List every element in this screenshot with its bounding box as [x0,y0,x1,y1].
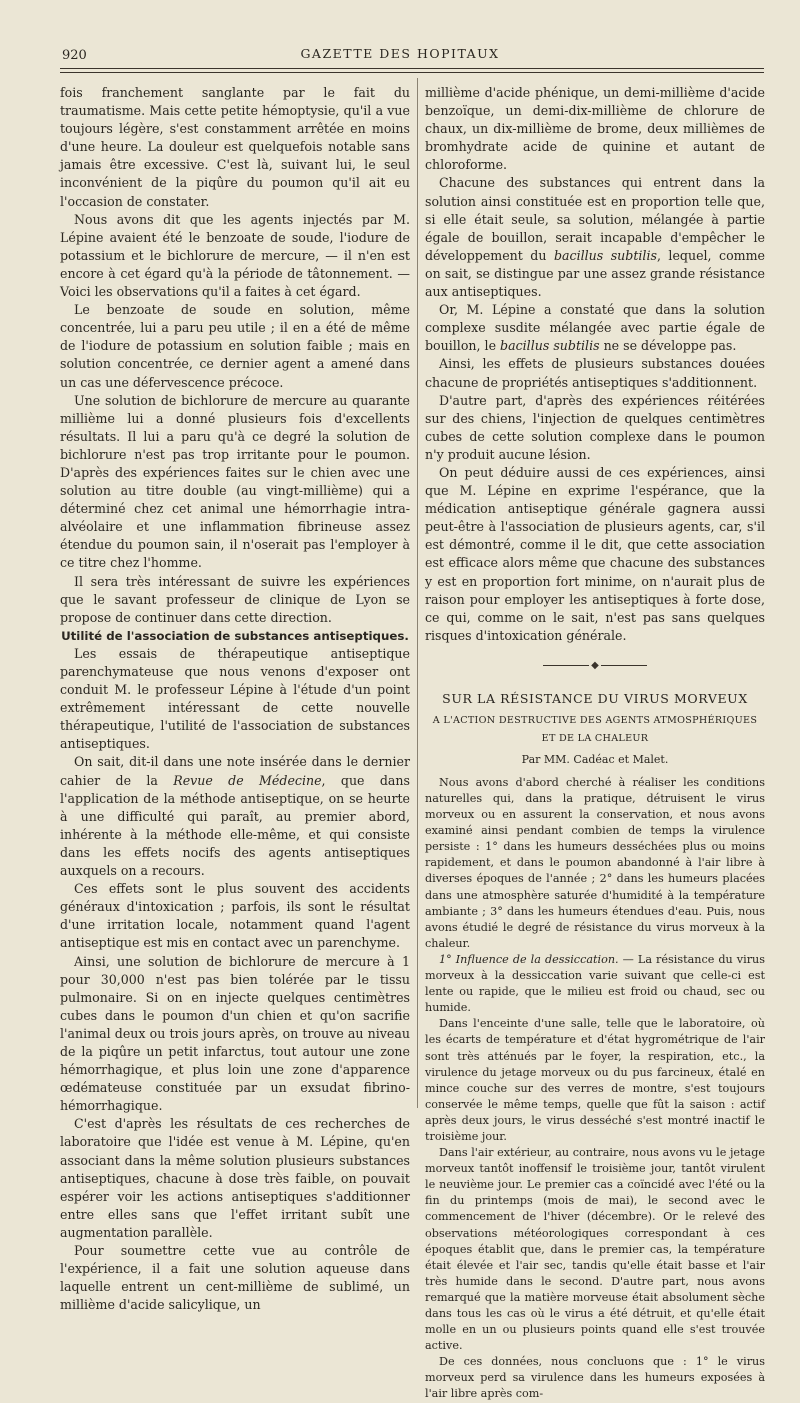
paragraph: Ainsi, une solution de bichlorure de mercure à 1 pour 30,000 n'est pas bien tolérée par le tissu pulmonaire. Si on en injecte quelques centimètres cubes dans le poumon d'un chien et qu'on sacrifie l'animal deux ou trois jours après, on trouve au niveau de la piqûre un petit infarctus, tout autour une zone hémorrhagique, et plus loin une zone d'apparence œdémateuse constituée par un exsudat fibrino-hémorrhagique. [60,953,410,1114]
paragraph [425,952,765,1016]
paragraph: Pour soumettre cette vue au contrôle de l'expérience, il a fait une solution aqueuse dans laquelle entrent un cent-millième de sublimé, un millième d'acide salicylique, un [60,1243,410,1313]
paragraph: C'est d'après les résultats de ces recherches de laboratoire que l'idée est venue à M. Lépine, qu'en associant dans la même solution plusieurs substances antiseptiques, chacune à dose très faible, on pouvait espérer voir les actions antiseptiques s'additionner entre elles sans que l'effet irritant subît une augmentation parallèle. [60,1116,410,1240]
paragraph: Nous avons dit que les agents injectés par M. Lépine avaient été le benzoate de soude, l'iodure de potassium et le bichlorure de mercure, — il n'en est encore à cet égard qu'à la période de tâtonnement. — Voici les observations qu'il a faites à cet égard. [60,211,410,300]
journal-title: Revue de Médecine [173,772,322,788]
text-run: — La résistance du virus morveux à la dessiccation varie suivant que celle-ci est lente ou rapide, que le milieu est froid ou chaud, sec ou humide. [425,952,765,1015]
paragraph: De ces données, nous concluons que : 1° le virus morveux perd sa virulence dans les humeurs exposées à l'air libre après com- [425,1355,765,1401]
species-name: bacillus subtilis [553,247,657,263]
text-run: Chacune des substances qui entrent dans la solution ainsi constituée est en proportion telle que, si elle était seule, sa solution, mélangée à partie égale de bouillon, serait incapable d'empêcher le développement du [425,175,765,263]
paragraph: D'autre part, d'après des expériences réitérées sur des chiens, l'injection de quelques centimètres cubes de cette solution complexe dans le poumon n'y produit aucune lésion. [425,392,765,462]
paragraph: Nous avons d'abord cherché à réaliser les conditions naturelles qui, dans la pratique, détruisent le virus morveux ou en assurent la conservation, et nous avons examiné ainsi pendant combien de temps la virulence persiste : 1° dans les humeurs desséchées plus ou moins rapidement, et dans le poumon abandonné à l'air libre à diverses époques de l'année ; 2° dans les humeurs placées dans une atmosphère saturée d'humidité à la température ambiante ; 3° dans les humeurs étendues d'eau. Puis, nous avons étudié le degré de résistance du virus morveux à la chaleur. [425,775,765,950]
paragraph: Ces effets sont le plus souvent des accidents généraux d'intoxication ; parfois, ils sont le résultat d'une irritation locale, notamment quand l'agent antiseptique est mis en contact avec un parenchyme. [60,881,410,951]
article-body [425,775,765,1403]
left-column [60,84,410,1314]
paragraph [425,174,765,301]
text-run: Or, M. Lépine a constaté que dans la solution complexe susdite mélangée avec partie égale de bouillon, le [425,302,765,354]
article-authors: Par MM. Cadéac et Malet. [521,752,669,766]
text-run: ne se développe pas. [599,338,737,354]
paragraph-heading: 1° Influence de la dessiccation. [439,952,619,966]
paragraph: Le benzoate de soude en solution, même concentrée, lui a paru peu utile ; il en a été de même de l'iodure de potassium en solution faible ; mais en solution concentrée, ce dernier agent a amené dans un cas une défervescence précoce. [60,302,410,390]
article-title: SUR LA RÉSISTANCE DU VIRUS MORVEUX [442,690,748,706]
article-subtitle: A L'ACTION DESTRUCTIVE DES AGENTS ATMOSPHÉRIQUES ET DE LA CHALEUR [432,714,758,744]
header-rule-thick [60,72,764,73]
species-name: bacillus subtilis [500,338,600,354]
header-rule-thin [60,68,764,69]
section-subheading: Utilité de l'association de substances antiseptiques. [61,628,409,643]
paragraph [425,301,765,355]
text-run: , que dans l'application de la méthode antiseptique, on se heurte à une difficulté qui paraît, au premier abord, inhérente à la méthode elle-même, et qui consiste dans les effets nocifs des agents antiseptiques auxquels on a recours. [60,772,410,879]
text-run: , lequel, comme on sait, se distingue par une assez grande résistance aux antiseptiques. [425,247,766,300]
paragraph: Ainsi, les effets de plusieurs substances douées chacune de propriétés antiseptiques s'additionnent. [425,356,765,390]
section-divider: ◆ [425,657,765,676]
paragraph: Les essais de thérapeutique antiseptique parenchymateuse que nous venons d'exposer ont conduit M. le professeur Lépine à l'étude d'un point extrêmement intéressant de cette nouvelle thérapeutique, l'utilité de l'association de substances antiseptiques. [60,645,410,752]
page-number: 920 [62,48,87,63]
right-column [425,84,765,1403]
running-title: GAZETTE DES HOPITAUX [300,46,500,61]
paragraph: Il sera très intéressant de suivre les expériences que le savant professeur de clinique de Lyon se propose de continuer dans cette direction. [60,573,410,625]
text-run: On sait, dit-il dans une note insérée dans le dernier cahier de la [60,754,410,788]
column-divider [417,78,418,1108]
paragraph: millième d'acide phénique, un demi-millième d'acide benzoïque, un demi-dix-millième de chlorure de chaux, un dix-millième de brome, deux millièmes de bromhydrate acide de quinine et autant de chloroforme. [425,85,765,173]
paragraph: fois franchement sanglante par le fait du traumatisme. Mais cette petite hémoptysie, qu'il a vue toujours légère, s'est constamment arrêtée en moins d'une heure. La douleur est quelquefois notable sans jamais être excessive. C'est là, suivant lui, le seul inconvénient de la piqûre du poumon qu'il ait eu l'occasion de constater. [60,85,410,209]
paragraph: On peut déduire aussi de ces expériences, ainsi que M. Lépine en exprime l'espérance, que la médication antiseptique générale gagnera aussi peut-être à l'association de plusieurs agents, car, s'il est démontré, comme il le dit, que cette association est efficace alors même que chacune des substances y est en proportion fort minime, on n'aurait plus de raison pour employer les antiseptiques à forte dose, ce qui, comme on le sait, n'est pas sans quelques risques d'intoxication générale. [425,464,765,643]
paragraph [60,753,410,880]
paragraph: Une solution de bichlorure de mercure au quarante millième lui a donné plusieurs fois d'excellents résultats. Il lui a paru qu'à ce degré la solution de bichlorure n'est pas trop irritante pour le poumon. D'après des expériences faites sur le chien avec une solution au titre double (au vingt-millième) qui a déterminé chez cet animal une hémorrhagie intra-alvéolaire et une inflammation fibrineuse assez étendue du poumon sain, il n'oserait pas l'employer à ce titre chez l'homme. [60,392,410,571]
paragraph: Dans l'air extérieur, au contraire, nous avons vu le jetage morveux tantôt inoffensif le troisième jour, tantôt virulent le neuvième jour. Le premier cas a coïncidé avec l'été ou la fin du printemps (mois de mai), le second avec le commencement de l'hiver (décembre). Or le relevé des observations météorologiques correspondant à ces époques établit que, dans le premier cas, la température était élevée et l'air sec, tandis qu'elle était basse et l'air très humide dans le second. D'autre part, nous avons remarqué que la matière morveuse était absolument sèche dans tous les cas où le virus a été détruit, et qu'elle était molle en un ou plusieurs points quand elle s'est trouvée active. [425,1146,765,1353]
paragraph: Dans l'enceinte d'une salle, telle que le laboratoire, où les écarts de température et d'état hygrométrique de l'air sont très atténués par le foyer, la respiration, etc., la virulence du jetage morveux ou du pus farcineux, étalé en mince couche sur des verres de montre, s'est toujours conservée le même temps, quelle que fût la saison : actif après deux jours, le virus desséché s'est montré inactif le troisième jour. [425,1017,765,1143]
